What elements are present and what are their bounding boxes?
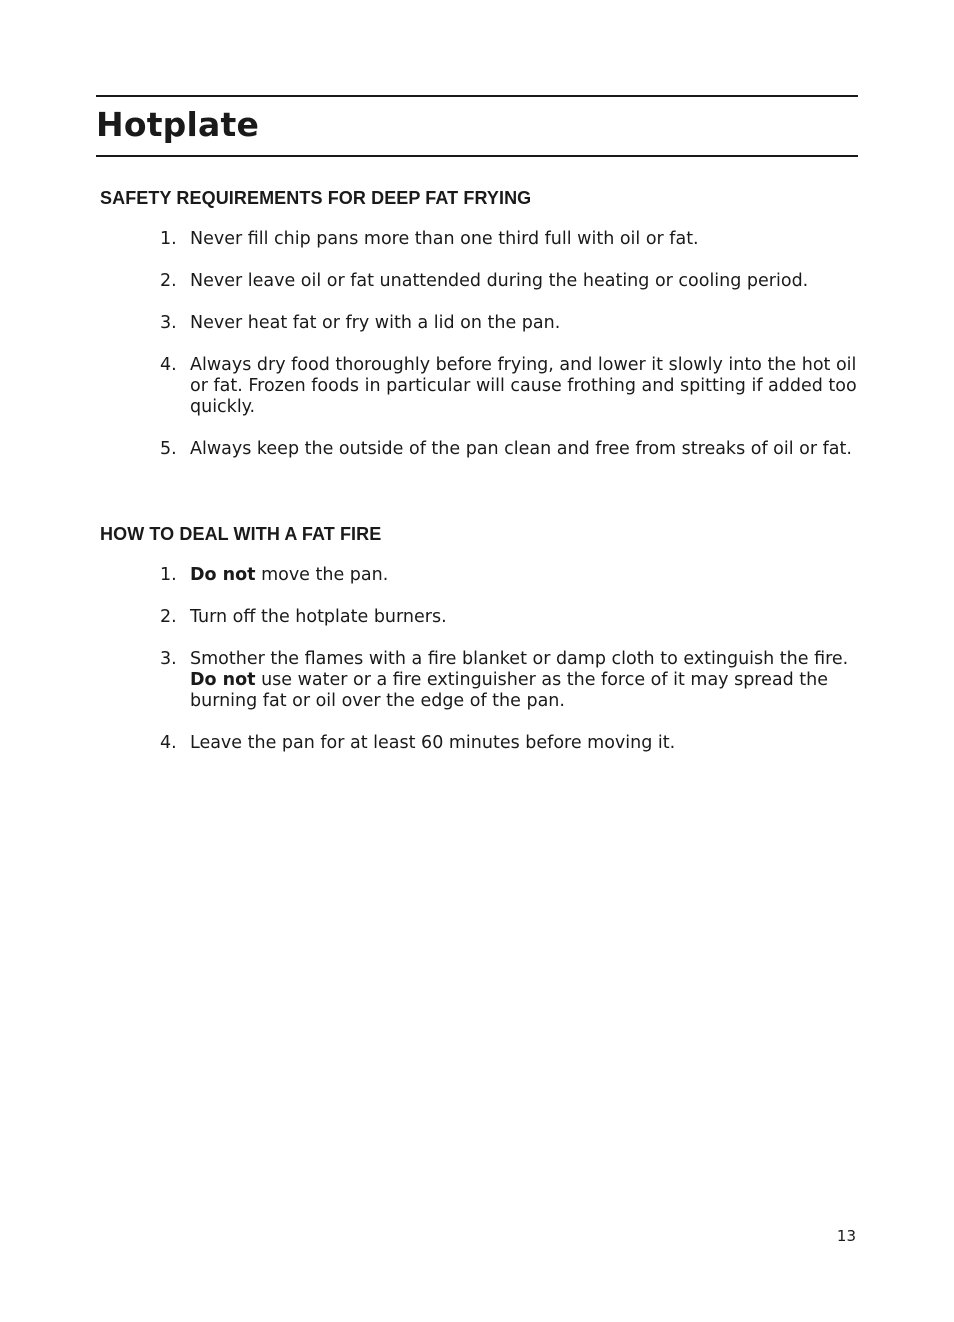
item-text: Smother the flames with a fire blanket or damp cloth to extinguish the fire. — [190, 649, 849, 669]
item-text: Always dry food thoroughly before frying, and lower it slowly into the hot oil or fat. Frozen foods in particular will cause frothing and spitting if added too quickly. — [190, 355, 857, 417]
item-number: 1. — [160, 565, 177, 585]
item-number: 5. — [160, 439, 177, 459]
item-number: 2. — [160, 607, 177, 627]
item-text: Turn off the hotplate burners. — [190, 607, 447, 627]
item-text: Always keep the outside of the pan clean and free from streaks of oil or fat. — [190, 439, 852, 459]
section-heading: SAFETY REQUIREMENTS FOR DEEP FAT FRYING — [100, 188, 532, 208]
list-item — [100, 733, 860, 754]
item-text: move the pan. — [255, 565, 389, 585]
list-item — [100, 271, 860, 292]
section-fat-fire — [100, 523, 860, 775]
section-deep-fat-frying — [100, 187, 860, 481]
list-item — [100, 607, 860, 628]
item-emphasis: Do not — [190, 670, 256, 690]
page-title: Hotplate — [96, 105, 260, 144]
item-text: Never heat fat or fry with a lid on the pan. — [190, 313, 561, 333]
list-item — [100, 313, 860, 334]
list-item — [100, 355, 860, 418]
item-number: 4. — [160, 733, 177, 753]
page-number: 13 — [836, 1227, 856, 1245]
item-number: 3. — [160, 649, 177, 669]
item-number: 3. — [160, 313, 177, 333]
item-note — [190, 670, 860, 712]
list-item — [100, 439, 860, 460]
section-heading: HOW TO DEAL WITH A FAT FIRE — [100, 524, 382, 544]
list-item — [100, 649, 860, 712]
item-note-text: use water or a fire extinguisher as the force of it may spread the burning fat or oil over the edge of the pan. — [190, 670, 829, 711]
item-number: 4. — [160, 355, 177, 375]
item-number: 2. — [160, 271, 177, 291]
item-number: 1. — [160, 229, 177, 249]
item-text: Never fill chip pans more than one third full with oil or fat. — [190, 229, 699, 249]
safety-list — [100, 229, 860, 460]
page-header — [96, 95, 858, 157]
list-item — [100, 229, 860, 250]
fat-fire-list — [100, 565, 860, 754]
item-emphasis: Do not — [190, 565, 256, 585]
item-text: Leave the pan for at least 60 minutes before moving it. — [190, 733, 676, 753]
list-item — [100, 565, 860, 586]
item-text: Never leave oil or fat unattended during the heating or cooling period. — [190, 271, 809, 291]
